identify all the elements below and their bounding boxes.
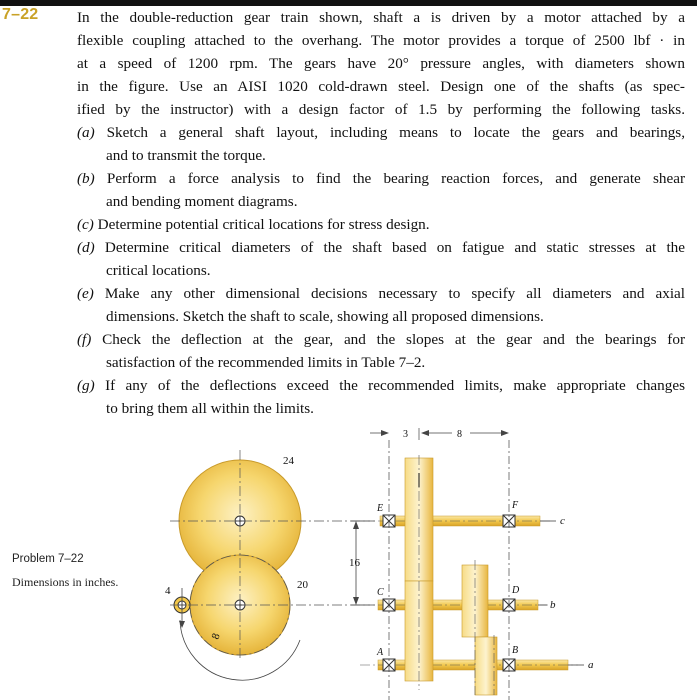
intro-line: in the figure. Use an AISI 1020 cold-drawn steel. Design one of the shafts (as spec- [77,78,685,95]
dim-4: 4 [165,585,171,597]
task-text: If any of the deflections exceed the recommended limits, make appropriate changes [105,377,685,394]
task-label: (g) [77,377,95,394]
shaft-label-b: b [550,599,556,611]
task-text: Check the deflection at the gear, and the slopes at the gear and the bearings for [102,331,685,348]
task-label: (e) [77,285,94,302]
task-text: and to transmit the torque. [106,147,266,164]
label-E: E [377,503,384,514]
problem-number: 7–22 [2,6,39,23]
shaft-label-a: a [588,659,594,671]
task-text: satisfaction of the recommended limits in Table 7–2. [106,354,426,371]
figure-caption-problem: Problem 7–22 [12,553,84,565]
task-label: (f) [77,331,92,348]
task-text: to bring them all within the limits. [106,400,314,417]
task-text: Sketch a general shaft layout, including means to locate the gears and bearings, [106,124,686,141]
dim-24: 24 [283,455,294,467]
task-label: (d) [77,239,95,256]
task-text: Determine potential critical locations for stress design. [97,216,430,233]
label-F: F [512,500,519,511]
intro-line: In the double-reduction gear train shown, shaft a is driven by a motor attached by a [77,9,685,26]
task-label: (c) [77,216,94,233]
task-text: and bending moment diagrams. [106,193,298,210]
task-label: (a) [77,124,95,141]
task-label: (b) [77,170,95,187]
dim-8-top: 8 [457,429,462,440]
dim-3: 3 [403,429,408,440]
label-A: A [377,647,384,658]
task-text: Determine critical diameters of the shaft based on fatigue and static stresses at the [104,239,686,256]
intro-line: ified by the instructor) with a design factor of 1.5 by performing the following tasks. [77,101,685,118]
dim-16: 16 [349,557,360,569]
shaft-label-c: c [560,515,565,527]
task-text: dimensions. Sketch the shaft to scale, showing all proposed dimensions. [106,308,544,325]
label-B: B [512,645,519,656]
intro-line: at a speed of 1200 rpm. The gears have 20° pressure angles, with diameters shown [77,55,685,72]
label-D: D [512,585,520,596]
task-text: Perform a force analysis to find the bearing reaction forces, and generate shear [106,170,686,187]
dim-20: 20 [297,579,308,591]
label-C: C [377,587,384,598]
dim-top-group [370,428,509,440]
task-text: critical locations. [106,262,211,279]
task-text: Make any other dimensional decisions necessary to specify all diameters and axial [104,285,685,302]
figure-caption-units: Dimensions in inches. [12,575,119,589]
dim-8: 8 [209,631,223,642]
intro-line: flexible coupling attached to the overhang. The motor provides a torque of 2500 lbf · in [77,32,685,49]
